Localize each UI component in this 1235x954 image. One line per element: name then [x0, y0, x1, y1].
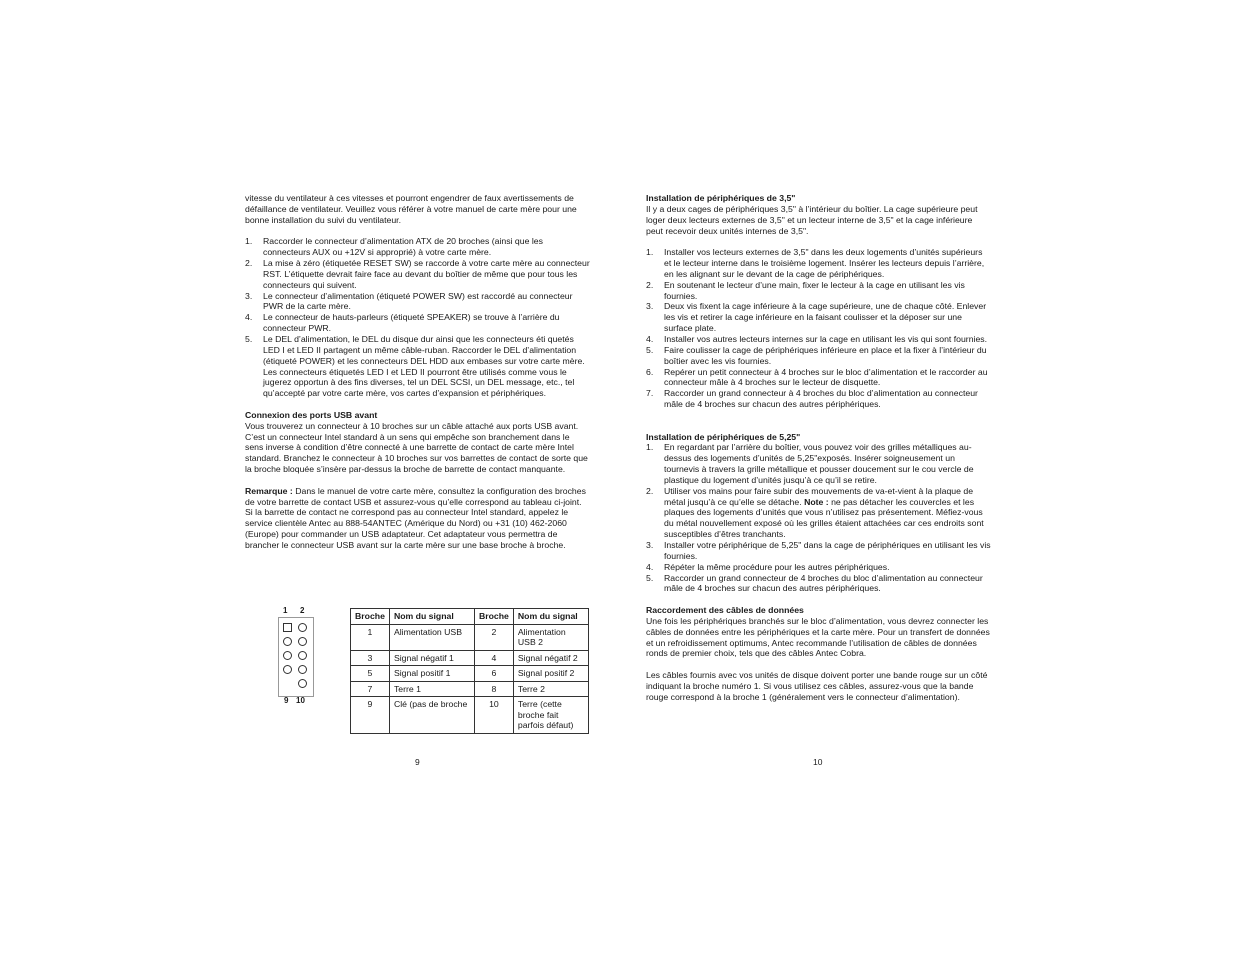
table-cell: Signal positif 2	[513, 666, 588, 682]
list-item: 7. Raccorder un grand connecteur à 4 broches du bloc d’alimentation au connecteur mâle de 4 broches sur chacun des autres périphériques.	[646, 388, 978, 410]
table-cell: Clé (pas de broche	[389, 697, 474, 734]
intro-paragraph: vitesse du ventilateur à ces vitesses et pourront engendrer de faux avertissements de défaillance de ventilateur. Veuillez vous référer à votre manuel de carte mère pour une bonne installation du suivi du ventilateur.	[245, 193, 577, 225]
pin-icon	[298, 623, 307, 632]
pin-label-10: 10	[296, 696, 305, 705]
table-cell: Alimentation USB 2	[513, 624, 588, 650]
table-cell: Signal négatif 2	[513, 650, 588, 666]
connector-steps-list	[245, 236, 590, 399]
section-heading-data-cables: Raccordement des câbles de données	[646, 605, 804, 616]
table-cell: Terre (cette broche fait parfois défaut)	[513, 697, 588, 734]
pin-icon	[298, 637, 307, 646]
table-cell: 9	[351, 697, 390, 734]
table-cell: Signal négatif 1	[389, 650, 474, 666]
left-page-column	[245, 193, 590, 551]
steps-3-5-list	[646, 247, 991, 410]
list-item: 5. Le DEL d’alimentation, le DEL du disque dur ainsi que les connecteurs éti quetés LED I et LED II partagent un même câble-ruban. Raccorder le DEL d’alimentation (étiqueté POWER) et les connecteurs DEL HDD aux embases sur votre carte mère. Les connecteurs étiquetés LED I et LED II pourront être utilisés comme vous le jugerez opportun à des fins diverses, tel un DEL SCSI, un DEL message, etc., tel qu’accepté par votre carte mère, vos cartes d’expansion et périphériques.	[245, 333, 585, 399]
list-item: 2. Utiliser vos mains pour faire subir des mouvements de va-et-vient à la plaque de métal jusqu’à ce qu’elle se détache. Note : ne pas détacher les couvercles et les plaques des logements d’unités que vous n’utilisez pas présentement. Méfiez-vous du métal nouvellement exposé où les grilles étaient attachées car ces endroits sont susceptibles d’êtres tranchants.	[646, 485, 984, 540]
table-cell: 5	[351, 666, 390, 682]
pin-icon	[283, 665, 292, 674]
table-header: Nom du signal	[389, 609, 474, 625]
table-cell: Signal positif 1	[389, 666, 474, 682]
table-cell: 3	[351, 650, 390, 666]
list-item: 6. Repérer un petit connecteur à 4 broches sur le bloc d’alimentation et le raccorder au connecteur mâle à 4 broches sur le lecteur de disquette.	[646, 366, 988, 388]
remark-paragraph	[245, 486, 590, 551]
table-header: Nom du signal	[513, 609, 588, 625]
usb-paragraph: Vous trouverez un connecteur à 10 broches sur un câble attaché aux ports USB avant. C’est un connecteur Intel standard à un sens qui empêche son branchement dans le sens inverse à condition d’être connecté à une barrette de contact de carte mère Intel standard. Branchez le connecteur à 10 broches sur vos barrettes de contact de sorte que la broche bloquée s’insère par-dessus la broche de barrette de contact manquante.	[245, 420, 588, 475]
table-header-row	[351, 609, 589, 625]
pin-icon	[298, 651, 307, 660]
table-cell: Terre 1	[389, 681, 474, 697]
list-item: 1. En regardant par l’arrière du boîtier, vous pouvez voir des grilles métalliques au-dessus des logements d’unités de 5,25"exposés. Insérer soigneusement un tournevis à travers la grille métallique et pousser doucement sur le cou vercle de plastique du logement d’unités jusqu’à ce qu’il se retire.	[646, 442, 974, 485]
paragraph-3-5: Il y a deux cages de périphériques 3,5" à l’intérieur du boîtier. La cage supérieure peut loger deux lecteurs externes de 3,5" et un lecteur interne de 3,5" et la cage inférieure peut recevoir deux unités internes de 3,5".	[646, 203, 978, 236]
data-cables-paragraph-1: Une fois les périphériques branchés sur le bloc d’alimentation, vous devrez connecter les câbles de données entre les périphériques et la carte mère. Pour un transfert de données et un refroidissement optimums, Antec recommande l’utilisation de câbles de données ronds de premier choix, tels que des câbles Antec Cobra.	[646, 615, 990, 659]
table-cell: Terre 2	[513, 681, 588, 697]
table-cell: 4	[474, 650, 513, 666]
list-item: 1. Raccorder le connecteur d’alimentation ATX de 20 broches (ainsi que les connecteurs AUX ou +12V si approprié) à votre carte mère.	[245, 236, 543, 258]
section-heading-5-25: Installation de périphériques de 5,25"	[646, 431, 801, 442]
table-cell: 10	[474, 697, 513, 734]
remark-label: Remarque :	[245, 485, 293, 496]
list-item: 4. Le connecteur de hauts-parleurs (étiqueté SPEAKER) se trouve à l’arrière du connecteur PWR.	[245, 312, 560, 334]
list-item: 4. Installer vos autres lecteurs internes sur la cage en utilisant les vis qui sont fournies.	[646, 333, 988, 344]
table-cell: 6	[474, 666, 513, 682]
table-row	[351, 624, 589, 650]
table-row	[351, 666, 589, 682]
table-cell: Alimentation USB	[389, 624, 474, 650]
usb-pinout-table	[350, 608, 589, 734]
remark-text: Dans le manuel de votre carte mère, consultez la configuration des broches de votre barrette de contact USB et assurez-vous qu’elle correspond au tableau ci-joint. Si la barrette de contact ne correspond pas au connecteur Intel standard, appelez le service clientèle Antec au 888-54ANTEC (Amérique du Nord) ou +31 (10) 462-2060 (Europe) pour commander un USB adaptateur. Cet adaptateur vous permettra de brancher le connecteur USB avant sur la carte mère sur une base broche à broche.	[245, 485, 586, 550]
section-heading-3-5: Installation de périphériques de 3,5"	[646, 193, 796, 203]
pin-icon	[298, 665, 307, 674]
list-item: 4. Répéter la même procédure pour les autres périphériques.	[646, 561, 890, 572]
list-item: 3. Le connecteur d’alimentation (étiqueté POWER SW) est raccordé au connecteur PWR de la carte mère.	[245, 290, 573, 312]
steps-5-25-list	[646, 442, 991, 594]
pin-icon	[283, 637, 292, 646]
pin-icon	[298, 679, 307, 688]
table-header: Broche	[474, 609, 513, 625]
pin-label-1: 1	[283, 606, 288, 615]
pin-1-square-icon	[283, 623, 292, 632]
list-item: 2. La mise à zéro (étiquetée RESET SW) se raccorde à votre carte mère au connecteur RST. L’étiquette devrait faire face au devant du boîtier de même que pour tous les connecteurs qui suivent.	[245, 258, 590, 290]
table-cell: 2	[474, 624, 513, 650]
table-header: Broche	[351, 609, 390, 625]
data-cables-paragraph-2: Les câbles fournis avec vos unités de disque doivent porter une bande rouge sur un côté indiquant la broche numéro 1. Si vous utilisez ces câbles, assurez-vous que la bande rouge correspond à la broche 1 (généralement vers le connecteur d’alimentation).	[646, 670, 988, 702]
list-item: 3. Installer votre périphérique de 5,25" dans la cage de périphériques en utilisant les vis fournies.	[646, 540, 991, 561]
table-cell: 1	[351, 624, 390, 650]
table-row	[351, 650, 589, 666]
list-item: 2. En soutenant le lecteur d’une main, fixer le lecteur à la cage en utilisant les vis fournies.	[646, 279, 965, 301]
page-number-right: 10	[813, 757, 823, 767]
table-row	[351, 697, 589, 734]
usb-connector-diagram	[276, 605, 320, 707]
pin-label-2: 2	[300, 606, 305, 615]
pin-label-9: 9	[284, 696, 289, 705]
pin-header-outline	[278, 617, 314, 697]
list-item: 5. Faire coulisser la cage de périphériques inférieure en place et la fixer à l’intérieur du boîtier avec les vis fournies.	[646, 344, 987, 366]
pin-icon	[283, 651, 292, 660]
list-item: 3. Deux vis fixent la cage inférieure à la cage supérieure, une de chaque côté. Enlever les vis et retirer la cage inférieure en la faisant coulisser et la déposer sur une surface plate.	[646, 301, 987, 334]
table-row	[351, 681, 589, 697]
page-number-left: 9	[415, 757, 420, 767]
right-page-column	[646, 193, 991, 703]
table-cell: 7	[351, 681, 390, 697]
usb-heading: Connexion des ports USB avant	[245, 409, 378, 420]
note-label: Note :	[804, 496, 829, 507]
table-cell: 8	[474, 681, 513, 697]
list-item: 5. Raccorder un grand connecteur de 4 broches du bloc d’alimentation au connecteur mâle de 4 broches sur chacun des autres périphériques.	[646, 572, 983, 594]
list-item: 1. Installer vos lecteurs externes de 3,5" dans les deux logements d’unités supérieurs et le lecteur interne dans le troisième logement. Insérer les lecteurs depuis l’arrière, en les alignant sur le devant de la cage de périphériques.	[646, 247, 985, 279]
